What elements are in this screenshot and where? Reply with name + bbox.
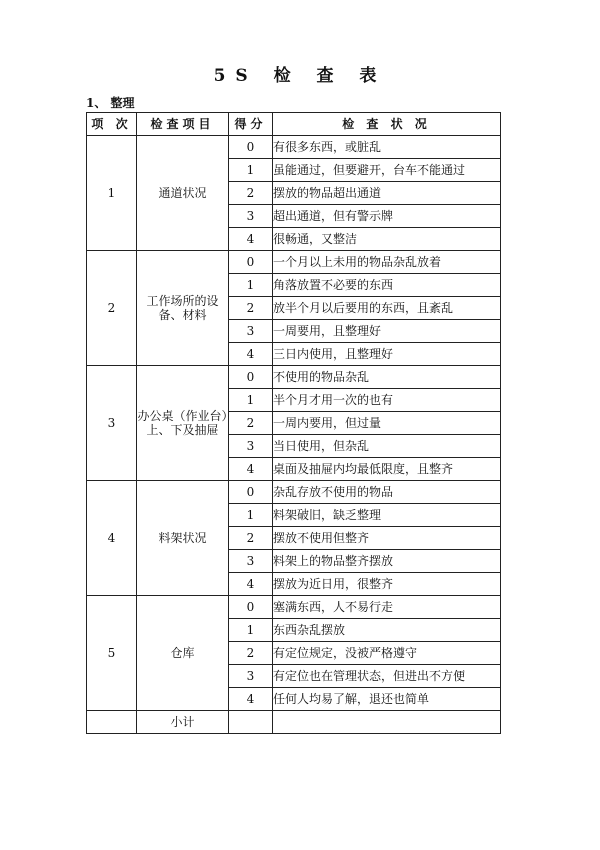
status-cell: 一周内要用，但过量 <box>273 412 501 435</box>
score-cell: 4 <box>229 458 273 481</box>
score-cell: 2 <box>229 182 273 205</box>
status-cell: 桌面及抽屉内均最低限度，且整齐 <box>273 458 501 481</box>
score-cell: 1 <box>229 159 273 182</box>
header-no: 项 次 <box>87 113 137 136</box>
score-cell: 0 <box>229 596 273 619</box>
status-cell: 有定位也在管理状态，但进出不方便 <box>273 665 501 688</box>
group-item: 仓库 <box>137 596 229 711</box>
score-cell: 4 <box>229 573 273 596</box>
group-number: 3 <box>87 366 137 481</box>
score-cell: 3 <box>229 205 273 228</box>
group-item: 工作场所的设备、材料 <box>137 251 229 366</box>
status-cell: 塞满东西，人不易行走 <box>273 596 501 619</box>
subtotal-number-cell <box>87 711 137 734</box>
score-cell: 0 <box>229 366 273 389</box>
score-cell: 3 <box>229 435 273 458</box>
section-heading: 1、 整理 <box>86 96 135 110</box>
status-cell: 一周要用，且整理好 <box>273 320 501 343</box>
score-cell: 4 <box>229 228 273 251</box>
group-item: 办公桌（作业台）上、下及抽屉 <box>137 366 229 481</box>
status-cell: 放半个月以后要用的东西，且紊乱 <box>273 297 501 320</box>
status-cell: 很畅通，又整洁 <box>273 228 501 251</box>
status-cell: 料架上的物品整齐摆放 <box>273 550 501 573</box>
status-cell: 摆放的物品超出通道 <box>273 182 501 205</box>
score-cell: 4 <box>229 688 273 711</box>
score-cell: 3 <box>229 320 273 343</box>
header-score: 得分 <box>229 113 273 136</box>
status-cell: 东西杂乱摆放 <box>273 619 501 642</box>
header-item: 检查项目 <box>137 113 229 136</box>
table-row <box>87 251 501 274</box>
subtotal-score-cell <box>229 711 273 734</box>
status-cell: 摆放为近日用，很整齐 <box>273 573 501 596</box>
score-cell: 4 <box>229 343 273 366</box>
score-cell: 2 <box>229 527 273 550</box>
subtotal-status-cell <box>273 711 501 734</box>
subtotal-row <box>87 711 501 734</box>
status-cell: 虽能通过，但要避开，台车不能通过 <box>273 159 501 182</box>
status-cell: 半个月才用一次的也有 <box>273 389 501 412</box>
header-row <box>87 113 501 136</box>
subtotal-label: 小计 <box>137 711 229 734</box>
status-cell: 一个月以上未用的物品杂乱放着 <box>273 251 501 274</box>
score-cell: 1 <box>229 274 273 297</box>
status-cell: 不使用的物品杂乱 <box>273 366 501 389</box>
table-row <box>87 596 501 619</box>
group-item: 料架状况 <box>137 481 229 596</box>
score-cell: 3 <box>229 550 273 573</box>
status-cell: 超出通道，但有警示牌 <box>273 205 501 228</box>
status-cell: 杂乱存放不使用的物品 <box>273 481 501 504</box>
score-cell: 2 <box>229 642 273 665</box>
score-cell: 3 <box>229 665 273 688</box>
status-cell: 角落放置不必要的东西 <box>273 274 501 297</box>
group-number: 1 <box>87 136 137 251</box>
score-cell: 1 <box>229 389 273 412</box>
score-cell: 2 <box>229 297 273 320</box>
header-status: 检 查 状 况 <box>273 113 501 136</box>
status-cell: 三日内使用，且整理好 <box>273 343 501 366</box>
score-cell: 2 <box>229 412 273 435</box>
status-cell: 任何人均易了解，退还也简单 <box>273 688 501 711</box>
inspection-table <box>86 112 501 734</box>
score-cell: 0 <box>229 481 273 504</box>
page-title: 5S 检 查 表 <box>213 66 387 86</box>
score-cell: 1 <box>229 504 273 527</box>
group-number: 4 <box>87 481 137 596</box>
group-number: 5 <box>87 596 137 711</box>
table-row <box>87 481 501 504</box>
status-cell: 料架破旧，缺乏整理 <box>273 504 501 527</box>
score-cell: 0 <box>229 136 273 159</box>
status-cell: 摆放不使用但整齐 <box>273 527 501 550</box>
score-cell: 0 <box>229 251 273 274</box>
group-item: 通道状况 <box>137 136 229 251</box>
group-number: 2 <box>87 251 137 366</box>
table-row <box>87 136 501 159</box>
score-cell: 1 <box>229 619 273 642</box>
status-cell: 有很多东西，或脏乱 <box>273 136 501 159</box>
status-cell: 当日使用，但杂乱 <box>273 435 501 458</box>
table-row <box>87 366 501 389</box>
status-cell: 有定位规定，没被严格遵守 <box>273 642 501 665</box>
